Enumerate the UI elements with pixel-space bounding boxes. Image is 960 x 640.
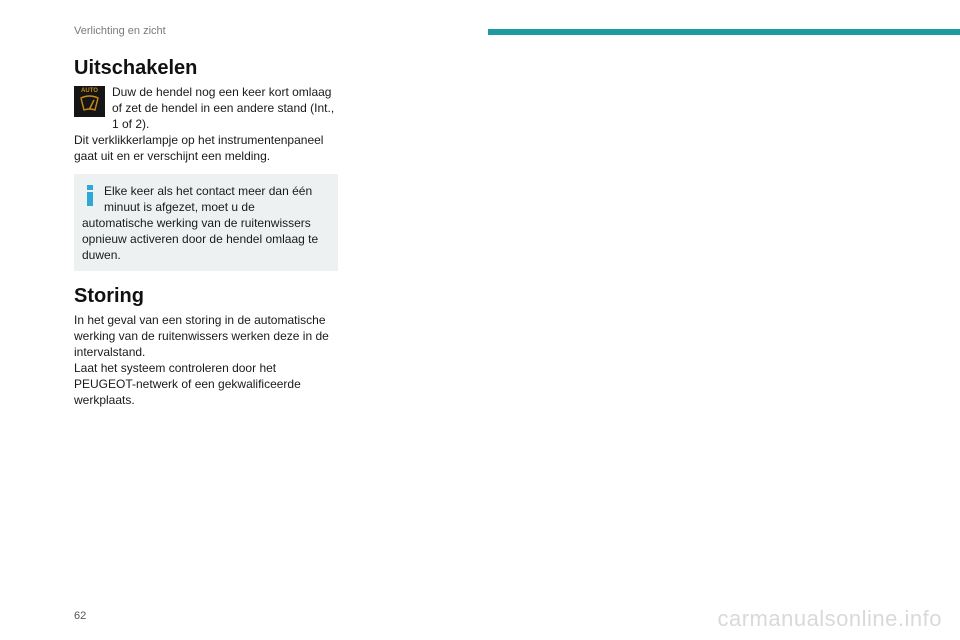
uitschakelen-line-4: Dit verklikkerlampje op het instrumentenpaneel bbox=[74, 133, 324, 147]
storing-line-4: Laat het systeem controleren door het bbox=[74, 361, 277, 375]
info-note-box bbox=[74, 174, 338, 271]
section-accent-bar bbox=[488, 29, 960, 35]
content-column bbox=[74, 56, 338, 408]
info-icon bbox=[83, 185, 97, 207]
storing-line-5: PEUGEOT-netwerk of een gekwalificeerde bbox=[74, 377, 301, 391]
info-line-4: opnieuw activeren door de hendel omlaag te bbox=[82, 232, 319, 246]
watermark-text: carmanualsonline.info bbox=[717, 606, 942, 631]
info-line-2: minuut is afgezet, moet u de bbox=[104, 200, 255, 214]
heading-uitschakelen: Uitschakelen bbox=[74, 57, 198, 79]
storing-line-6: werkplaats. bbox=[74, 393, 135, 407]
uitschakelen-line-1: Duw de hendel nog een keer kort omlaag bbox=[112, 85, 332, 99]
info-line-5: duwen. bbox=[82, 248, 121, 262]
info-line-3: automatische werking van de ruitenwissers bbox=[82, 216, 311, 230]
page-number: 62 bbox=[74, 610, 87, 622]
storing-line-1: In het geval van een storing in de automatische bbox=[74, 313, 326, 327]
uitschakelen-line-2: of zet de hendel in een andere stand (Int., bbox=[112, 101, 335, 115]
info-line-1: Elke keer als het contact meer dan één bbox=[104, 184, 313, 198]
heading-storing: Storing bbox=[74, 285, 144, 307]
storing-line-2: werking van de ruitenwissers werken deze in de bbox=[74, 329, 329, 343]
section-title: Verlichting en zicht bbox=[74, 25, 166, 37]
uitschakelen-paragraph bbox=[74, 84, 338, 164]
auto-wiper-icon bbox=[74, 86, 105, 117]
storing-line-3: intervalstand. bbox=[74, 345, 146, 359]
auto-icon-label: AUTO bbox=[81, 88, 98, 94]
storing-paragraph bbox=[74, 312, 338, 408]
uitschakelen-line-5: gaat uit en er verschijnt een melding. bbox=[74, 149, 271, 163]
wiper-glyph bbox=[79, 95, 100, 113]
uitschakelen-line-3: 1 of 2). bbox=[112, 117, 150, 131]
